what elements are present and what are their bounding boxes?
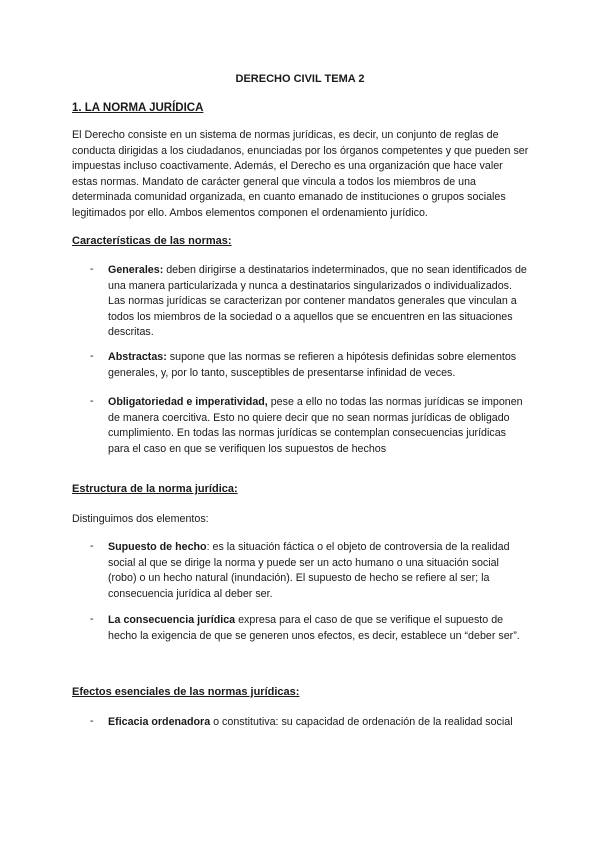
list-item [90, 540, 530, 602]
dash-bullet: - [90, 540, 94, 552]
dash-bullet: - [90, 395, 94, 407]
dash-bullet: - [90, 715, 94, 727]
list-item-text [108, 350, 530, 381]
list-item [90, 613, 530, 644]
list-item [90, 395, 530, 457]
list-item-text [108, 263, 530, 341]
list-item [90, 715, 530, 731]
caracteristicas-heading: Características de las normas: [72, 235, 232, 247]
list-item-term: Eficacia ordenadora [108, 716, 211, 728]
list-item-body: pese a ello no todas las normas jurídicas se imponen de manera coercitiva. Esto no quiere decir que no sean normas jurídicas de obligado cumplimiento. En todas las normas jurídicas se contemplan consecuencias jurídicas para el caso en que se verifiquen los supuestos de hechos [108, 396, 523, 455]
document-title: DERECHO CIVIL TEMA 2 [235, 73, 365, 85]
estructura-heading: Estructura de la norma jurídica: [72, 483, 238, 495]
list-item [90, 263, 530, 341]
list-item-text [108, 715, 530, 731]
list-item-body: : es la situación fáctica o el objeto de controversia de la realidad social al que se dirige la norma y puede ser un acto humano o una situación social (robo) o un hecho natural (inundación). El supuesto de hecho se refiere al ser; la consecuencia jurídica al deber ser. [108, 541, 510, 600]
list-item-term: Abstractas: [108, 351, 167, 363]
estructura-intro: Distinguimos dos elementos: [72, 513, 209, 525]
list-item-term: Supuesto de hecho [108, 541, 207, 553]
list-item-text [108, 395, 530, 457]
list-item-text [108, 540, 530, 602]
list-item-body: expresa para el caso de que se verifique el supuesto de hecho la exigencia de que se generen unos efectos, es decir, establece un “deber ser”. [108, 614, 520, 642]
list-item-body: o constitutiva: su capacidad de ordenación de la realidad social [210, 716, 513, 728]
dash-bullet: - [90, 350, 94, 362]
list-item-body: deben dirigirse a destinatarios indeterminados, que no sean identificados de una manera particularizada y nunca a destinatarios singularizados o individualizados. Las normas jurídicas se caracterizan por contener mandatos generales que vinculan a todos los miembros de la sociedad o a aquellos que se encuentren en las situaciones descritas. [108, 264, 527, 338]
intro-paragraph: El Derecho consiste en un sistema de normas jurídicas, es decir, un conjunto de reglas de conducta dirigidas a los ciudadanos, enunciadas por los órganos competentes y que pueden ser impuestas incluso coactivamente. Además, el Derecho es una organización que hace valer estas normas. Mandato de carácter general que vincula a todos los miembros de una determinada comunidad organizada, en cuanto emanado de instituciones o grupos sociales legitimados por ello. Ambos elementos componen el ordenamiento jurídico. [72, 129, 529, 219]
list-item [90, 350, 530, 381]
list-item-text [108, 613, 530, 644]
dash-bullet: - [90, 263, 94, 275]
list-item-term: Obligatoriedad e imperatividad, [108, 396, 268, 408]
section-heading: 1. LA NORMA JURÍDICA [72, 102, 204, 114]
list-item-term: Generales: [108, 264, 164, 276]
dash-bullet: - [90, 613, 94, 625]
list-item-term: La consecuencia jurídica [108, 614, 236, 626]
list-item-body: supone que las normas se refieren a hipótesis definidas sobre elementos generales, y, por lo tanto, susceptibles de presentarse infinidad de veces. [108, 351, 517, 379]
efectos-heading: Efectos esenciales de las normas jurídicas: [72, 686, 300, 698]
